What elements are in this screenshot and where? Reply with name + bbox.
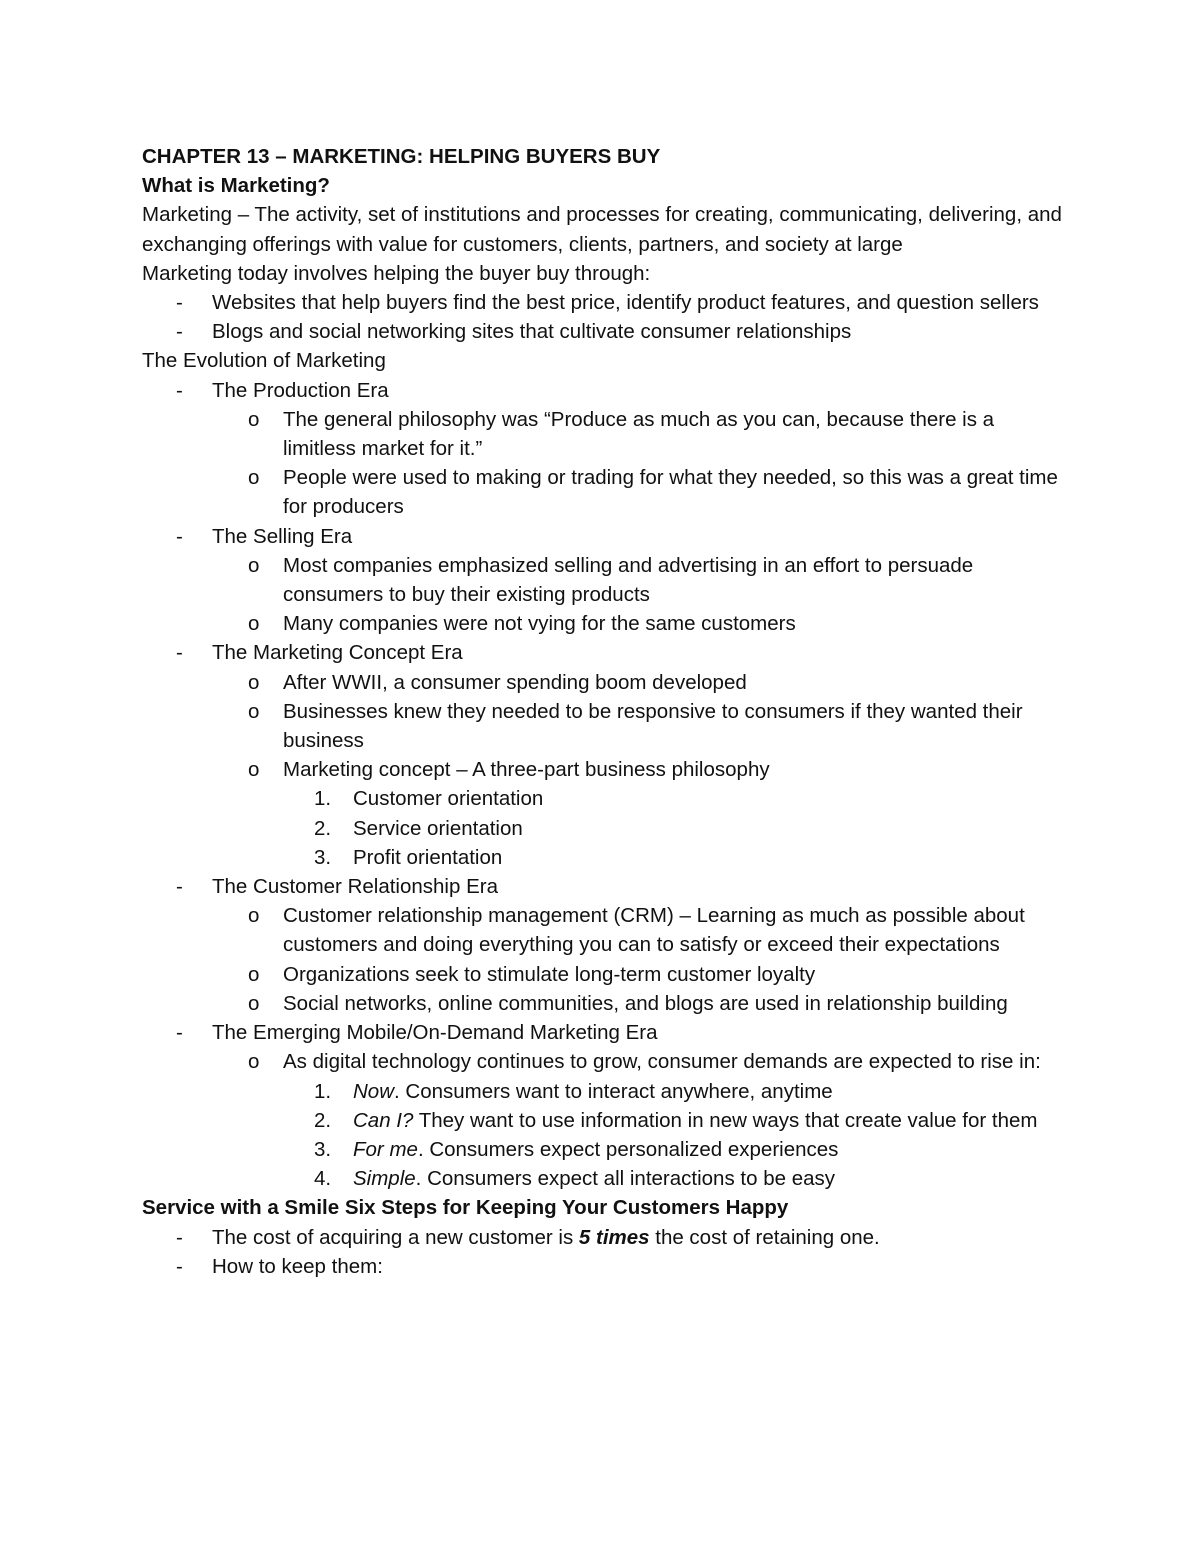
number-marker: 4. <box>314 1167 332 1191</box>
list-item <box>142 405 1072 463</box>
list-item-text: After WWII, a consumer spending boom developed <box>283 670 747 694</box>
list-item-text: Many companies were not vying for the same customers <box>283 612 796 636</box>
marketing-today-intro: Marketing today involves helping the buyer buy through: <box>142 261 651 285</box>
dash-bullet: - <box>176 1254 183 1278</box>
dash-bullet: - <box>176 1021 183 1045</box>
dash-bullet: - <box>176 378 183 402</box>
document-page <box>142 142 1072 1281</box>
dash-bullet: - <box>176 1225 183 1249</box>
numbered-item-text <box>353 1138 838 1161</box>
numbered-item-text: Service orientation <box>353 816 523 840</box>
list-item <box>142 1223 1072 1252</box>
list-item-text: How to keep them: <box>212 1254 383 1278</box>
list-item <box>142 1047 1072 1076</box>
numbered-item <box>142 1164 1072 1193</box>
circle-bullet: o <box>248 758 260 782</box>
list-item <box>142 288 1072 317</box>
chapter-title: CHAPTER 13 – MARKETING: HELPING BUYERS BUY <box>142 145 661 168</box>
era-selling <box>142 522 1072 551</box>
list-item-text: Social networks, online communities, and blogs are used in relationship building <box>283 991 1008 1015</box>
era-label: The Emerging Mobile/On-Demand Marketing Era <box>212 1021 658 1045</box>
list-item <box>142 463 1072 521</box>
circle-bullet: o <box>248 407 260 431</box>
era-label: The Customer Relationship Era <box>212 875 498 899</box>
rest-text: . Consumers want to interact anywhere, anytime <box>394 1079 833 1103</box>
circle-bullet: o <box>248 1050 260 1074</box>
section-heading-evolution: The Evolution of Marketing <box>142 349 386 373</box>
emphasis: For me <box>353 1137 418 1161</box>
era-production <box>142 376 1072 405</box>
emphasis: Can I? <box>353 1108 414 1132</box>
numbered-item <box>142 814 1072 843</box>
dash-bullet: - <box>176 320 183 344</box>
list-item <box>142 755 1072 784</box>
section-heading-what-is-marketing: What is Marketing? <box>142 174 330 198</box>
list-item-text: The general philosophy was “Produce as much as you can, because there is a limitless market for it.” <box>283 407 995 461</box>
list-item <box>142 1252 1072 1281</box>
number-marker: 2. <box>314 816 332 840</box>
numbered-item <box>142 843 1072 872</box>
rest-text: . Consumers expect all interactions to be easy <box>415 1167 835 1191</box>
era-customer-relationship <box>142 872 1072 901</box>
circle-bullet: o <box>248 962 260 986</box>
era-label: The Selling Era <box>212 524 353 548</box>
number-marker: 1. <box>314 787 332 811</box>
numbered-item-text <box>353 1080 833 1103</box>
rest-text: They want to use information in new ways that create value for them <box>413 1108 1038 1132</box>
text-before-emphasis: The cost of acquiring a new customer is <box>212 1225 579 1249</box>
list-item-text: Marketing concept – A three-part business philosophy <box>283 758 770 782</box>
list-item-text: Websites that help buyers find the best price, identify product features, and question sellers <box>212 291 1039 315</box>
era-label: The Production Era <box>212 378 389 402</box>
circle-bullet: o <box>248 991 260 1015</box>
list-item-text: Most companies emphasized selling and advertising in an effort to persuade consumers to buy their existing products <box>283 553 974 607</box>
emphasis: Simple <box>353 1167 416 1191</box>
emphasis: Now <box>353 1079 395 1103</box>
dash-bullet: - <box>176 641 183 665</box>
era-marketing-concept <box>142 638 1072 667</box>
numbered-item <box>142 1106 1072 1135</box>
circle-bullet: o <box>248 670 260 694</box>
list-item <box>142 960 1072 989</box>
list-item-text: Organizations seek to stimulate long-term customer loyalty <box>283 962 816 986</box>
circle-bullet: o <box>248 904 260 928</box>
dash-bullet: - <box>176 291 183 315</box>
list-item <box>142 551 1072 609</box>
dash-bullet: - <box>176 524 183 548</box>
list-item-text: As digital technology continues to grow, consumer demands are expected to rise in: <box>283 1050 1041 1074</box>
number-marker: 3. <box>314 1137 332 1161</box>
section-heading-service-with-a-smile: Service with a Smile Six Steps for Keeping Your Customers Happy <box>142 1196 789 1220</box>
numbered-item-text: Profit orientation <box>353 845 503 869</box>
numbered-item <box>142 1135 1072 1164</box>
numbered-item-text: Customer orientation <box>353 787 544 811</box>
era-label: The Marketing Concept Era <box>212 641 463 665</box>
text-after-emphasis: the cost of retaining one. <box>649 1225 880 1249</box>
number-marker: 3. <box>314 845 332 869</box>
list-item <box>142 697 1072 755</box>
circle-bullet: o <box>248 699 260 723</box>
circle-bullet: o <box>248 612 260 636</box>
circle-bullet: o <box>248 466 260 490</box>
number-marker: 1. <box>314 1079 332 1103</box>
list-item-text: Customer relationship management (CRM) – Learning as much as possible about customers and doing everything you can to satisfy or exceed their expectations <box>283 904 1025 957</box>
numbered-item-text <box>353 1167 835 1190</box>
circle-bullet: o <box>248 553 260 577</box>
emphasis-bold: 5 times <box>578 1225 650 1249</box>
numbered-item <box>142 784 1072 813</box>
list-item <box>142 989 1072 1018</box>
list-item <box>142 668 1072 697</box>
list-item-text: Blogs and social networking sites that cultivate consumer relationships <box>212 320 852 344</box>
list-item <box>142 317 1072 346</box>
list-item <box>142 609 1072 638</box>
marketing-definition: Marketing – The activity, set of institutions and processes for creating, communicating, delivering, and exchanging offerings with value for customers, clients, partners, and society at large <box>142 203 1062 256</box>
list-item-text: Businesses knew they needed to be responsive to consumers if they wanted their business <box>283 699 1023 753</box>
era-mobile-on-demand <box>142 1018 1072 1047</box>
list-item-text: People were used to making or trading for what they needed, so this was a great time for producers <box>283 466 1058 519</box>
dash-bullet: - <box>176 875 183 899</box>
list-item-text <box>212 1226 880 1249</box>
numbered-item <box>142 1077 1072 1106</box>
number-marker: 2. <box>314 1108 332 1132</box>
rest-text: . Consumers expect personalized experiences <box>417 1137 839 1161</box>
list-item <box>142 901 1072 959</box>
numbered-item-text <box>353 1109 1037 1132</box>
